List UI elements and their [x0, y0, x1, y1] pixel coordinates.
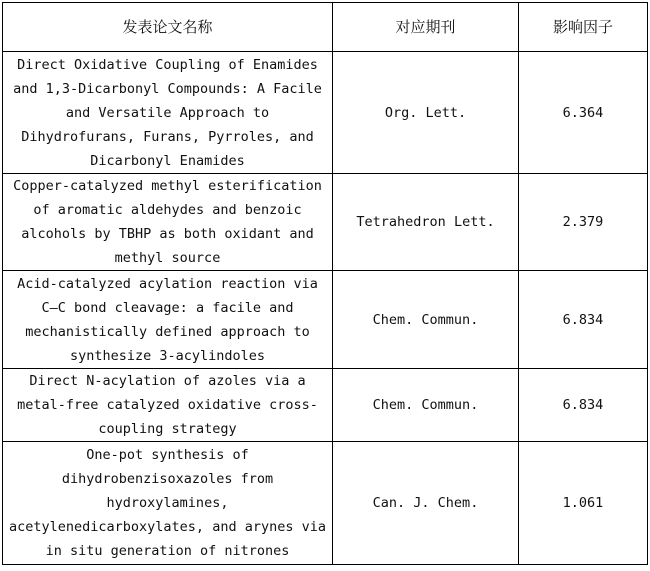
impact-factor-cell: 6.834 [519, 271, 648, 369]
table-row [3, 442, 648, 565]
table-row [3, 52, 648, 174]
paper-title-cell [3, 271, 333, 369]
journal-cell: Org. Lett. [333, 52, 519, 174]
paper-title-cell [3, 52, 333, 174]
table-row [3, 271, 648, 369]
paper-title: Direct Oxidative Coupling of Enamides and 1,3-Dicarbonyl Compounds: A Facile and Versatile Approach to Dihydrofurans, Furans, Pyrroles, and Dicarbonyl Enamides [13, 56, 322, 169]
table-row [3, 369, 648, 442]
impact-factor-cell: 1.061 [519, 442, 648, 565]
paper-title: Acid-catalyzed acylation reaction via C–C bond cleavage: a facile and mechanistically defined approach to synthesize 3-acylindoles [17, 275, 318, 364]
impact-factor-cell: 6.364 [519, 52, 648, 174]
header-journal: 对应期刊 [333, 3, 519, 52]
paper-title-cell [3, 369, 333, 442]
impact-factor-cell: 2.379 [519, 174, 648, 271]
paper-title-cell [3, 442, 333, 565]
table-row [3, 174, 648, 271]
paper-title-cell [3, 174, 333, 271]
header-paper-title: 发表论文名称 [3, 3, 333, 52]
header-impact-factor: 影响因子 [519, 3, 648, 52]
paper-title: One-pot synthesis of dihydrobenzisoxazoles from hydroxylamines, acetylenedicarboxylates, and arynes via in situ generation of nitrones [9, 447, 326, 559]
journal-cell: Tetrahedron Lett. [333, 174, 519, 271]
publications-table [2, 2, 648, 565]
journal-cell: Chem. Commun. [333, 369, 519, 442]
paper-title: Copper-catalyzed methyl esterification of aromatic aldehydes and benzoic alcohols by TBHP as both oxidant and methyl source [13, 178, 322, 266]
table-header-row [3, 3, 648, 52]
journal-cell: Chem. Commun. [333, 271, 519, 369]
paper-title: Direct N-acylation of azoles via a metal-free catalyzed oxidative cross-coupling strategy [17, 373, 318, 437]
journal-cell: Can. J. Chem. [333, 442, 519, 565]
impact-factor-cell: 6.834 [519, 369, 648, 442]
